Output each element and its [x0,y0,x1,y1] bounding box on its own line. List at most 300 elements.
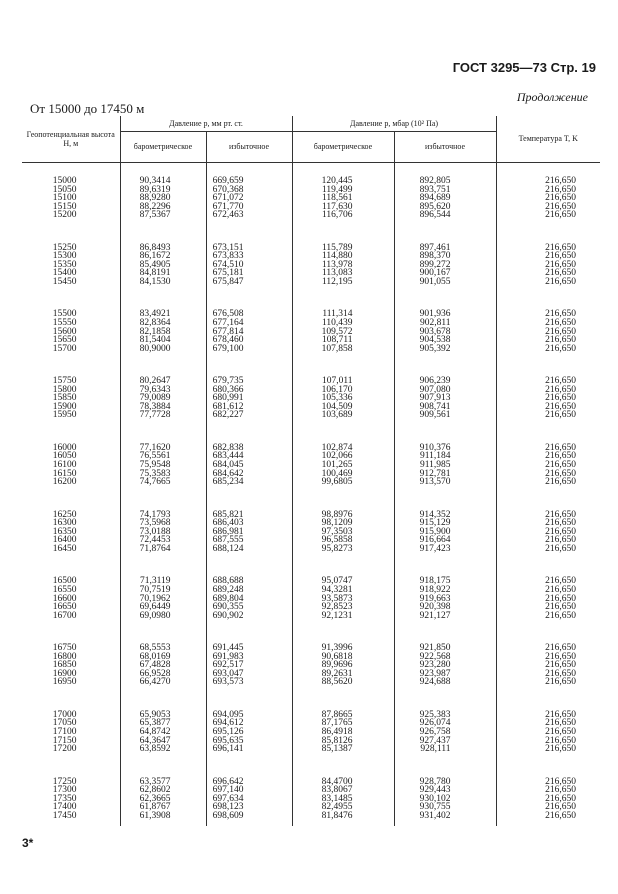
cell-altitude: 15950 [52,410,77,421]
cell-mm-barometric: 86,8493 [120,244,206,253]
cell-mm-barometric: 84,8191 [120,269,206,278]
table-row [22,577,600,586]
table-row [22,612,600,621]
cell-temperature: 216,650 [496,411,600,420]
table-row [22,452,600,461]
cell-temperature: 216,650 [496,336,600,345]
cell-mm-barometric: 65,3877 [120,719,206,728]
cell-mm-excess: 690,355 [206,603,292,612]
table-row [22,310,600,319]
cell-mm-barometric: 70,1962 [120,595,206,604]
cell-mm-excess: 682,838 [206,444,292,453]
table-row [22,653,600,662]
table-row [22,278,600,287]
cell-temperature: 216,650 [496,278,600,287]
cell-altitude: 16050 [52,451,77,462]
cell-temperature: 216,650 [496,737,600,746]
cell-altitude: 17250 [52,776,77,787]
cell-temperature: 216,650 [496,778,600,787]
table-row [22,661,600,670]
cell-mm-barometric: 64,3647 [120,737,206,746]
cell-mbar-excess: 927,437 [394,737,496,746]
cell-mbar-excess: 926,074 [394,719,496,728]
table-row [22,470,600,479]
cell-mm-excess: 694,095 [206,711,292,720]
cell-temperature: 216,650 [496,511,600,520]
cell-temperature: 216,650 [496,211,600,220]
cell-mbar-excess: 921,127 [394,612,496,621]
cell-mm-excess: 685,234 [206,478,292,487]
table-row [22,203,600,212]
cell-mm-excess: 694,612 [206,719,292,728]
cell-mm-excess: 673,151 [206,244,292,253]
table-row [22,394,600,403]
cell-temperature: 216,650 [496,252,600,261]
header-temperature: Температура T, K [496,116,600,163]
cell-temperature: 216,650 [496,403,600,412]
cell-mm-excess: 674,510 [206,261,292,270]
cell-mm-excess: 683,444 [206,452,292,461]
cell-mbar-excess: 900,167 [394,269,496,278]
cell-mbar-excess: 910,376 [394,444,496,453]
cell-mm-excess: 686,981 [206,528,292,537]
cell-mm-excess: 680,366 [206,386,292,395]
header-pressure-mm: Давление p, мм рт. ст. [120,116,292,132]
table-row [22,678,600,687]
cell-temperature: 216,650 [496,244,600,253]
cell-altitude: 15900 [52,401,77,412]
cell-altitude: 17450 [52,810,77,821]
cell-mbar-excess: 901,936 [394,310,496,319]
cell-mbar-excess: 902,811 [394,319,496,328]
cell-mm-excess: 688,688 [206,577,292,586]
table-row [22,728,600,737]
cell-temperature: 216,650 [496,719,600,728]
cell-mm-excess: 671,072 [206,194,292,203]
cell-mbar-barometric: 82,4955 [292,803,394,812]
cell-mm-barometric: 77,7728 [120,411,206,420]
cell-altitude: 15000 [52,176,77,186]
table-row [22,603,600,612]
cell-mm-excess: 676,508 [206,310,292,319]
cell-mm-barometric: 73,5968 [120,519,206,528]
cell-mbar-barometric: 112,195 [292,278,394,287]
header-altitude: Геопотенциальная высота H, м [22,116,120,163]
cell-mbar-barometric: 120,445 [292,177,394,186]
table-row [22,786,600,795]
cell-mm-barometric: 61,8767 [120,803,206,812]
table-spacer [22,553,600,577]
cell-temperature: 216,650 [496,728,600,737]
table-body [22,163,600,827]
cell-temperature: 216,650 [496,186,600,195]
cell-altitude: 16750 [52,643,77,654]
cell-altitude: 15550 [52,318,77,329]
cell-mbar-barometric: 85,1387 [292,745,394,754]
cell-mbar-barometric: 107,858 [292,345,394,354]
cell-mbar-excess: 912,781 [394,470,496,479]
cell-mm-barometric: 81,5404 [120,336,206,345]
cell-mm-excess: 669,659 [206,177,292,186]
cell-mm-excess: 698,609 [206,812,292,821]
cell-mm-excess: 691,445 [206,644,292,653]
table-spacer [22,754,600,778]
cell-mbar-excess: 923,987 [394,670,496,679]
cell-mm-barometric: 65,9053 [120,711,206,720]
cell-mm-barometric: 79,6343 [120,386,206,395]
cell-mm-excess: 696,642 [206,778,292,787]
cell-mbar-barometric: 110,439 [292,319,394,328]
cell-mbar-excess: 909,561 [394,411,496,420]
cell-mbar-barometric: 104,509 [292,403,394,412]
cell-altitude: 15050 [52,184,77,195]
cell-mm-barometric: 63,8592 [120,745,206,754]
cell-mm-barometric: 86,1672 [120,252,206,261]
cell-altitude: 16400 [52,535,77,546]
cell-mm-excess: 678,460 [206,336,292,345]
cell-altitude: 16500 [52,576,77,587]
cell-temperature: 216,650 [496,595,600,604]
cell-mm-excess: 692,517 [206,661,292,670]
cell-temperature: 216,650 [496,319,600,328]
cell-mbar-excess: 908,741 [394,403,496,412]
cell-mbar-barometric: 119,499 [292,186,394,195]
table-row [22,386,600,395]
cell-mm-excess: 677,164 [206,319,292,328]
cell-altitude: 15250 [52,242,77,253]
cell-altitude: 15600 [52,326,77,337]
cell-mbar-barometric: 98,1209 [292,519,394,528]
cell-mbar-barometric: 88,5620 [292,678,394,687]
table-row [22,545,600,554]
cell-mbar-excess: 924,688 [394,678,496,687]
table-row [22,737,600,746]
header-mbar-barometric: барометрическое [292,132,394,163]
cell-mm-barometric: 73,0188 [120,528,206,537]
cell-altitude: 15300 [52,251,77,262]
table-spacer [22,820,600,826]
cell-mbar-excess: 926,758 [394,728,496,737]
cell-mm-excess: 680,991 [206,394,292,403]
table-row [22,528,600,537]
cell-mbar-barometric: 83,8067 [292,786,394,795]
cell-mm-barometric: 75,3583 [120,470,206,479]
cell-altitude: 15450 [52,276,77,287]
cell-temperature: 216,650 [496,203,600,212]
cell-temperature: 216,650 [496,745,600,754]
cell-mm-excess: 689,804 [206,595,292,604]
table-row [22,269,600,278]
cell-mm-excess: 690,902 [206,612,292,621]
table-spacer [22,163,600,178]
cell-mm-barometric: 61,3908 [120,812,206,821]
cell-mm-barometric: 68,0169 [120,653,206,662]
cell-temperature: 216,650 [496,310,600,319]
cell-mm-barometric: 62,3665 [120,795,206,804]
cell-temperature: 216,650 [496,545,600,554]
cell-mbar-barometric: 91,3996 [292,644,394,653]
cell-mm-excess: 684,045 [206,461,292,470]
cell-altitude: 15700 [52,343,77,354]
cell-mbar-excess: 921,850 [394,644,496,653]
table-row [22,461,600,470]
cell-altitude: 16850 [52,660,77,671]
cell-mm-excess: 695,126 [206,728,292,737]
cell-mm-barometric: 69,0980 [120,612,206,621]
cell-altitude: 17150 [52,735,77,746]
cell-temperature: 216,650 [496,519,600,528]
cell-mm-barometric: 78,3884 [120,403,206,412]
cell-temperature: 216,650 [496,644,600,653]
cell-altitude: 16800 [52,651,77,662]
cell-mm-excess: 686,403 [206,519,292,528]
cell-mm-excess: 675,181 [206,269,292,278]
cell-mbar-excess: 915,900 [394,528,496,537]
cell-mbar-barometric: 102,874 [292,444,394,453]
cell-temperature: 216,650 [496,386,600,395]
cell-mm-excess: 672,463 [206,211,292,220]
cell-mbar-excess: 898,370 [394,252,496,261]
cell-mbar-barometric: 89,9696 [292,661,394,670]
cell-mbar-barometric: 89,2631 [292,670,394,679]
cell-altitude: 17200 [52,744,77,755]
cell-mbar-barometric: 113,083 [292,269,394,278]
cell-mm-excess: 682,227 [206,411,292,420]
cell-altitude: 16150 [52,468,77,479]
cell-altitude: 15100 [52,193,77,204]
table-row [22,194,600,203]
cell-mm-barometric: 70,7519 [120,586,206,595]
header-mm-barometric: барометрическое [120,132,206,163]
cell-mbar-barometric: 92,1231 [292,612,394,621]
cell-mbar-barometric: 113,978 [292,261,394,270]
cell-altitude: 17400 [52,802,77,813]
cell-mbar-excess: 928,111 [394,745,496,754]
cell-mbar-excess: 918,922 [394,586,496,595]
cell-mbar-excess: 916,664 [394,536,496,545]
cell-mm-excess: 675,847 [206,278,292,287]
cell-altitude: 15400 [52,268,77,279]
cell-mm-barometric: 82,8364 [120,319,206,328]
cell-mm-barometric: 74,1793 [120,511,206,520]
cell-mbar-barometric: 96,5858 [292,536,394,545]
header-mbar-excess: избыточное [394,132,496,163]
table-row [22,595,600,604]
cell-mm-excess: 697,634 [206,795,292,804]
cell-mbar-excess: 920,398 [394,603,496,612]
cell-mm-excess: 693,573 [206,678,292,687]
cell-mm-barometric: 77,1620 [120,444,206,453]
cell-mm-barometric: 87,5367 [120,211,206,220]
cell-mbar-barometric: 108,711 [292,336,394,345]
cell-mm-barometric: 79,0089 [120,394,206,403]
cell-altitude: 17100 [52,726,77,737]
cell-mbar-excess: 923,280 [394,661,496,670]
cell-altitude: 16250 [52,509,77,520]
cell-mbar-excess: 928,780 [394,778,496,787]
cell-mbar-excess: 930,755 [394,803,496,812]
cell-mm-excess: 679,100 [206,345,292,354]
cell-mbar-excess: 896,544 [394,211,496,220]
cell-altitude: 17050 [52,718,77,729]
cell-mm-excess: 673,833 [206,252,292,261]
table-row [22,795,600,804]
cell-temperature: 216,650 [496,711,600,720]
cell-mbar-excess: 907,913 [394,394,496,403]
cell-temperature: 216,650 [496,377,600,386]
cell-mbar-barometric: 100,469 [292,470,394,479]
cell-temperature: 216,650 [496,194,600,203]
cell-mbar-excess: 906,239 [394,377,496,386]
table-spacer [22,487,600,511]
cell-mm-barometric: 69,6449 [120,603,206,612]
atmosphere-table [22,116,600,826]
cell-mm-barometric: 88,2296 [120,203,206,212]
cell-altitude: 16900 [52,668,77,679]
table-row [22,319,600,328]
cell-mbar-excess: 925,383 [394,711,496,720]
cell-temperature: 216,650 [496,536,600,545]
cell-temperature: 216,650 [496,577,600,586]
cell-mbar-barometric: 114,880 [292,252,394,261]
cell-mm-excess: 691,983 [206,653,292,662]
standard-page-header: ГОСТ 3295—73 Стр. 19 [452,60,596,75]
cell-mm-barometric: 85,4905 [120,261,206,270]
cell-mbar-barometric: 97,3503 [292,528,394,537]
cell-mm-barometric: 74,7665 [120,478,206,487]
table-row [22,536,600,545]
cell-mbar-barometric: 87,1765 [292,719,394,728]
cell-mbar-barometric: 99,6805 [292,478,394,487]
cell-mbar-barometric: 93,5873 [292,595,394,604]
cell-mbar-excess: 901,055 [394,278,496,287]
atmosphere-table-wrapper [22,116,600,826]
cell-altitude: 16650 [52,602,77,613]
cell-mbar-excess: 930,102 [394,795,496,804]
cell-mm-excess: 698,123 [206,803,292,812]
cell-mbar-barometric: 107,011 [292,377,394,386]
cell-mbar-barometric: 98,8976 [292,511,394,520]
cell-mm-barometric: 67,4828 [120,661,206,670]
cell-mbar-excess: 913,570 [394,478,496,487]
cell-mm-excess: 687,555 [206,536,292,545]
cell-mbar-excess: 899,272 [394,261,496,270]
table-row [22,336,600,345]
cell-mbar-barometric: 85,8126 [292,737,394,746]
cell-mm-barometric: 88,9280 [120,194,206,203]
cell-altitude: 15200 [52,210,77,221]
cell-mm-barometric: 66,4270 [120,678,206,687]
cell-mbar-barometric: 81,8476 [292,812,394,821]
cell-mm-barometric: 76,5561 [120,452,206,461]
table-spacer [22,420,600,444]
cell-mm-barometric: 80,2647 [120,377,206,386]
cell-temperature: 216,650 [496,261,600,270]
cell-mbar-barometric: 84,4700 [292,778,394,787]
cell-temperature: 216,650 [496,528,600,537]
cell-mbar-barometric: 103,689 [292,411,394,420]
cell-mbar-barometric: 109,572 [292,328,394,337]
cell-mbar-excess: 911,184 [394,452,496,461]
continuation-label: Продолжение [516,90,588,104]
cell-altitude: 15850 [52,393,77,404]
cell-mm-barometric: 64,8742 [120,728,206,737]
cell-altitude: 15350 [52,259,77,270]
table-spacer [22,620,600,644]
table-row [22,345,600,354]
cell-mm-barometric: 75,9548 [120,461,206,470]
table-row [22,478,600,487]
cell-temperature: 216,650 [496,345,600,354]
cell-mm-excess: 693,047 [206,670,292,679]
cell-altitude: 16350 [52,526,77,537]
cell-mbar-excess: 929,443 [394,786,496,795]
cell-temperature: 216,650 [496,444,600,453]
cell-altitude: 17000 [52,709,77,720]
cell-temperature: 216,650 [496,653,600,662]
cell-temperature: 216,650 [496,586,600,595]
cell-mbar-barometric: 87,8665 [292,711,394,720]
cell-altitude: 16550 [52,584,77,595]
cell-mm-excess: 670,368 [206,186,292,195]
cell-mm-excess: 681,612 [206,403,292,412]
cell-altitude: 15650 [52,335,77,346]
table-row [22,812,600,821]
cell-mbar-barometric: 117,630 [292,203,394,212]
cell-mm-barometric: 62,8602 [120,786,206,795]
cell-mbar-excess: 917,423 [394,545,496,554]
cell-mbar-barometric: 116,706 [292,211,394,220]
cell-mm-excess: 695,635 [206,737,292,746]
cell-altitude: 17350 [52,793,77,804]
cell-altitude: 16950 [52,677,77,688]
cell-mm-barometric: 71,8764 [120,545,206,554]
cell-mbar-barometric: 95,0747 [292,577,394,586]
table-row [22,745,600,754]
cell-temperature: 216,650 [496,470,600,479]
cell-temperature: 216,650 [496,452,600,461]
cell-mm-excess: 696,141 [206,745,292,754]
table-row [22,511,600,520]
cell-mbar-excess: 893,751 [394,186,496,195]
cell-mm-barometric: 63,3577 [120,778,206,787]
cell-mm-excess: 688,124 [206,545,292,554]
cell-temperature: 216,650 [496,612,600,621]
cell-temperature: 216,650 [496,795,600,804]
cell-temperature: 216,650 [496,269,600,278]
header-pressure-mbar: Давление p, мбар (10² Па) [292,116,496,132]
cell-temperature: 216,650 [496,478,600,487]
cell-mbar-barometric: 95,8273 [292,545,394,554]
cell-mbar-excess: 894,689 [394,194,496,203]
cell-altitude: 15800 [52,384,77,395]
cell-mbar-barometric: 115,789 [292,244,394,253]
cell-mbar-barometric: 86,4918 [292,728,394,737]
cell-mbar-excess: 904,538 [394,336,496,345]
cell-temperature: 216,650 [496,661,600,670]
range-label: От 15000 до 17450 м [30,101,145,116]
cell-temperature: 216,650 [496,786,600,795]
table-spacer [22,220,600,244]
table-row [22,519,600,528]
cell-mbar-barometric: 118,561 [292,194,394,203]
table-row [22,711,600,720]
table-row [22,377,600,386]
cell-mm-excess: 697,140 [206,786,292,795]
cell-altitude: 16100 [52,460,77,471]
cell-mbar-barometric: 92,8523 [292,603,394,612]
cell-mm-barometric: 66,9528 [120,670,206,679]
